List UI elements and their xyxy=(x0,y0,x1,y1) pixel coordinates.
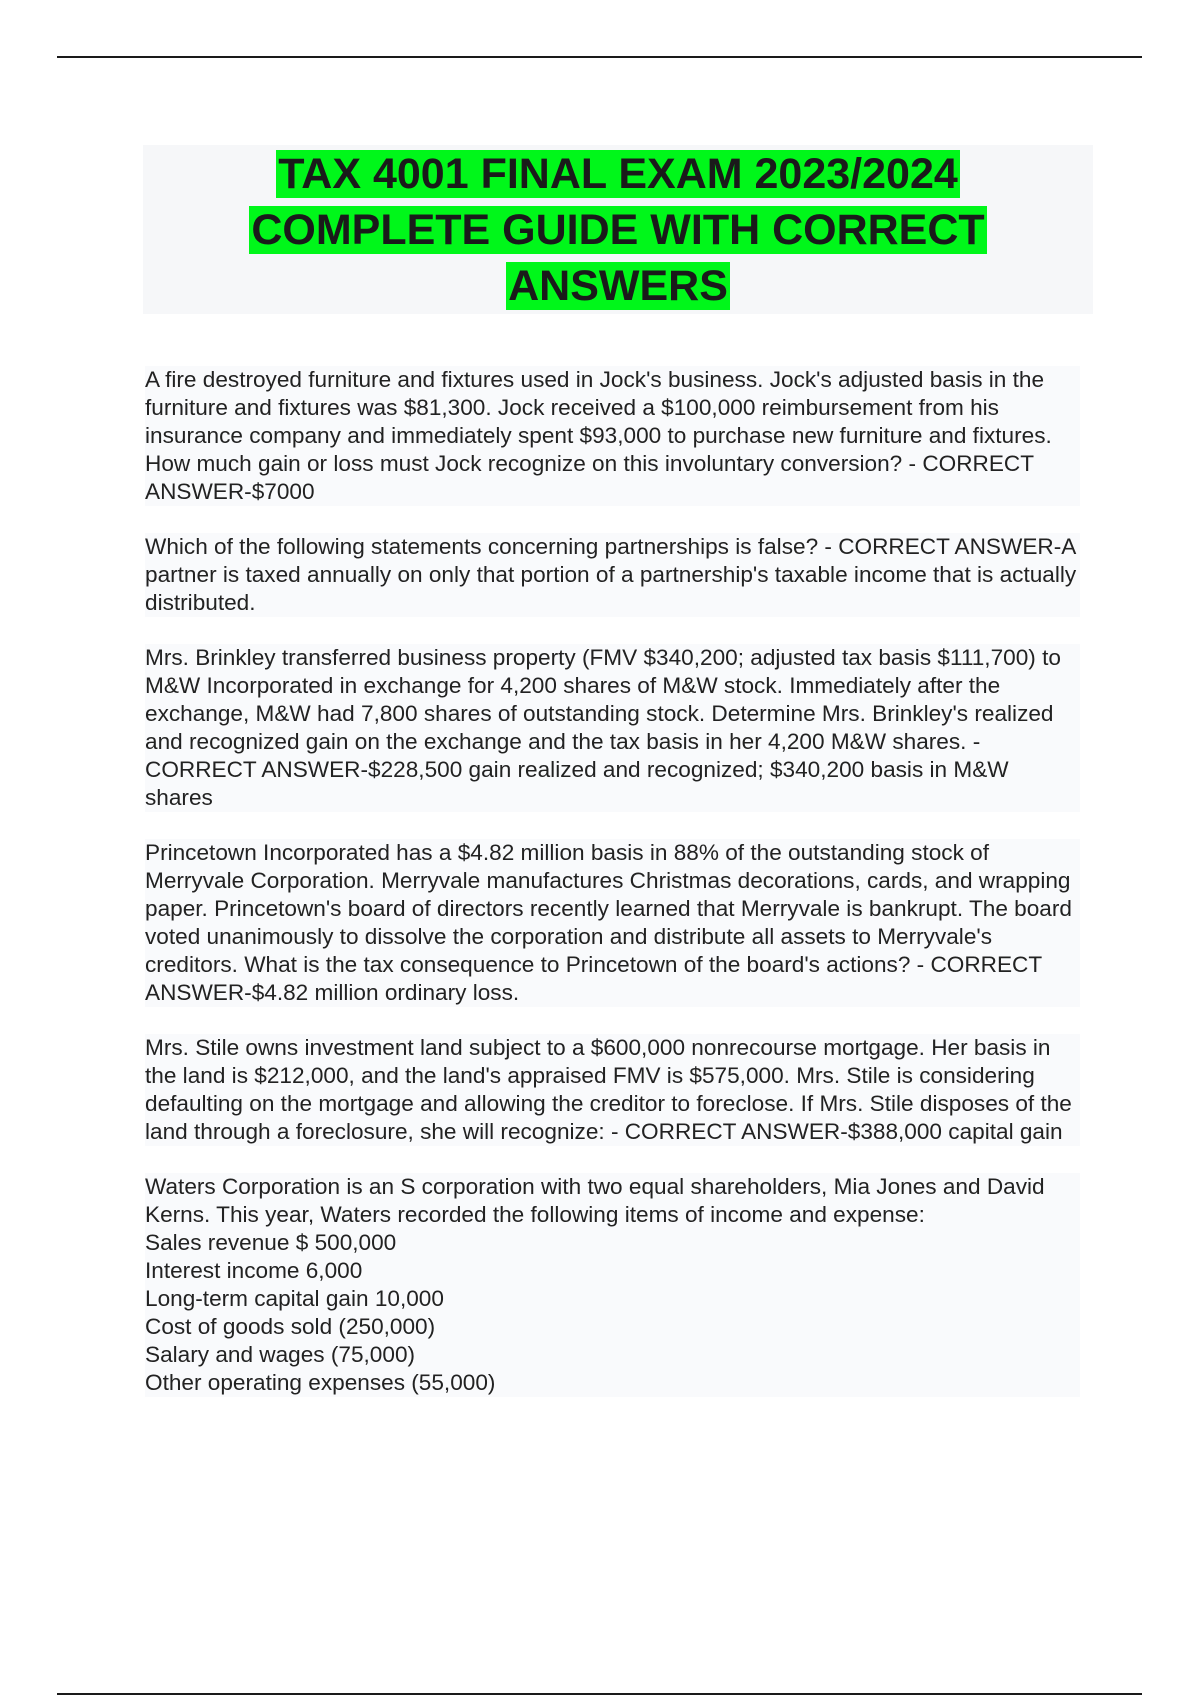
income-expense-list xyxy=(145,1229,1080,1397)
qa-entry-text: Princetown Incorporated has a $4.82 million basis in 88% of the outstanding stock of Merryvale Corporation. Merryvale manufactures Christmas decorations, cards, and wrapping paper. Princetown's board of directors recently learned that Merryvale is bankrupt. The board voted unanimously to dissolve the corporation and distribute all assets to Merryvale's creditors. What is the tax consequence to Princetown of the board's actions? - CORRECT ANSWER-$4.82 million ordinary loss. xyxy=(145,840,1072,1005)
qa-entry-text: Which of the following statements concerning partnerships is false? - CORRECT ANSWER-A partner is taxed annually on only that portion of a partnership's taxable income that is actually distributed. xyxy=(145,534,1077,615)
qa-entry-6 xyxy=(145,1173,1080,1397)
qa-entry-text: A fire destroyed furniture and fixtures used in Jock's business. Jock's adjusted basis in the furniture and fixtures was $81,300. Jock received a $100,000 reimbursement from his insurance company and immediately spent $93,000 to purchase new furniture and fixtures. How much gain or loss must Jock recognize on this involuntary conversion? - CORRECT ANSWER-$7000 xyxy=(145,367,1052,504)
qa-entry-2 xyxy=(145,533,1080,617)
title-band xyxy=(143,145,1093,314)
qa-entry-5 xyxy=(145,1034,1080,1146)
qa-entry-4 xyxy=(145,839,1080,1007)
list-item: Cost of goods sold (250,000) xyxy=(145,1314,436,1339)
list-item: Salary and wages (75,000) xyxy=(145,1342,416,1367)
list-item: Sales revenue $ 500,000 xyxy=(145,1230,397,1255)
qa-entry-1 xyxy=(145,366,1080,506)
document-title xyxy=(188,146,1048,314)
qa-entry-text: Waters Corporation is an S corporation with two equal shareholders, Mia Jones and David Kerns. This year, Waters recorded the following items of income and expense: xyxy=(145,1174,1045,1227)
qa-entry-text: Mrs. Brinkley transferred business property (FMV $340,200; adjusted tax basis $111,700) to M&W Incorporated in exchange for 4,200 shares of M&W stock. Immediately after the exchange, M&W had 7,800 shares of outstanding stock. Determine Mrs. Brinkley's realized and recognized gain on the exchange and the tax basis in her 4,200 M&W shares. - CORRECT ANSWER-$228,500 gain realized and recognized; $340,200 basis in M&W shares xyxy=(145,645,1061,810)
title-highlight: TAX 4001 FINAL EXAM 2023/2024 COMPLETE GUIDE WITH CORRECT ANSWERS xyxy=(251,149,985,310)
top-rule xyxy=(57,56,1142,58)
list-item: Long-term capital gain 10,000 xyxy=(145,1286,444,1311)
qa-entry-text: Mrs. Stile owns investment land subject to a $600,000 nonrecourse mortgage. Her basis in the land is $212,000, and the land's appraised FMV is $575,000. Mrs. Stile is considering defaulting on the mortgage and allowing the creditor to foreclose. If Mrs. Stile disposes of the land through a foreclosure, she will recognize: - CORRECT ANSWER-$388,000 capital gain xyxy=(145,1035,1072,1144)
list-item: Interest income 6,000 xyxy=(145,1258,363,1283)
bottom-rule xyxy=(57,1693,1142,1695)
list-item: Other operating expenses (55,000) xyxy=(145,1370,496,1395)
qa-entry-3 xyxy=(145,644,1080,812)
document-body xyxy=(145,366,1080,1424)
